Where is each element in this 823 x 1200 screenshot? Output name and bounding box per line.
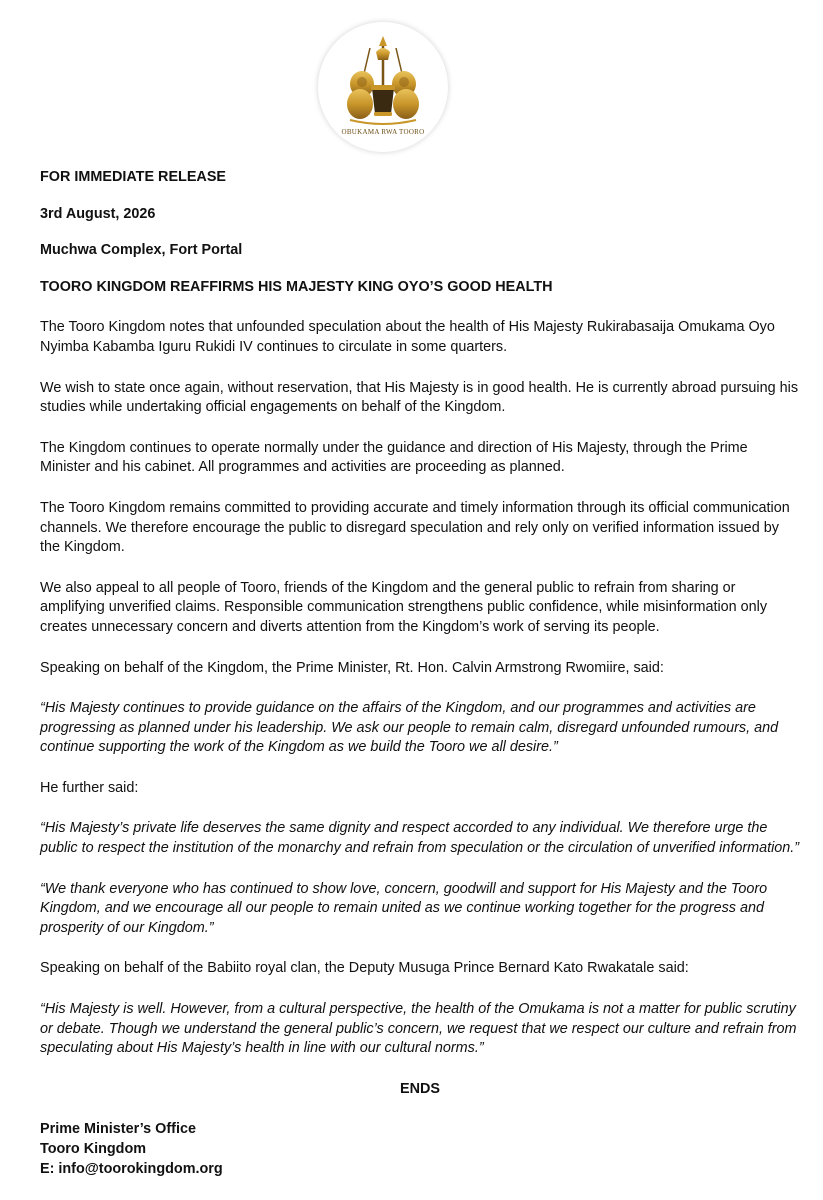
- quote-prime-minister-1: “His Majesty continues to provide guidance on the affairs of the Kingdom, and our programmes and activities are progressing as planned under his leadership. We ask our people to remain calm, disregard unfounded rumours, and continue supporting the work of the Kingdom as we build the Tooro we all desire.”: [40, 700, 779, 756]
- paragraph-operations: The Kingdom continues to operate normally under the guidance and direction of His Majesty, through the Prime Minister and his cabinet. All programmes and activities are proceeding as planned.: [40, 439, 748, 476]
- crest-caption: OBUKAMA RWA TOORO: [341, 128, 425, 136]
- royal-crest-icon: [318, 22, 448, 152]
- royal-crest-logo: [318, 22, 448, 152]
- signature-office: Prime Minister’s Office: [40, 1121, 196, 1138]
- release-location: Muchwa Complex, Fort Portal: [40, 242, 243, 259]
- paragraph-speculation: The Tooro Kingdom notes that unfounded speculation about the health of His Majesty Rukirabasaija Omukama Oyo Nyimba Kabamba Iguru Rukidi IV continues to circulate in some quarters.: [40, 319, 775, 355]
- paragraph-musuga-intro: Speaking on behalf of the Babiito royal clan, the Deputy Musuga Prince Bernard Kato Rwakatale said:: [40, 960, 689, 977]
- quote-musuga: “His Majesty is well. However, from a cultural perspective, the health of the Omukama is not a matter for public scrutiny or debate. Though we understand the general public’s concern, we request that we respect our culture and refrain from speculating about His Majesty’s health in line with our cultural norms.”: [40, 1001, 797, 1057]
- paragraph-good-health: We wish to state once again, without reservation, that His Majesty is in good health. He is currently abroad pursuing his studies while undertaking official engagements on behalf of the Kingdom.: [40, 379, 799, 416]
- quote-prime-minister-2: “His Majesty’s private life deserves the same dignity and respect accorded to any individual. We therefore urge the public to respect the institution of the monarchy and refrain from speculation or the circulation of unverified information.”: [40, 820, 800, 857]
- signature-kingdom: Tooro Kingdom: [40, 1141, 147, 1157]
- quote-prime-minister-3: “We thank everyone who has continued to show love, concern, goodwill and support for His Majesty and the Tooro Kingdom, and we encourage all our people to remain united as we continue working together for the progress and prosperity of our Kingdom.”: [40, 880, 768, 936]
- paragraph-prime-minister-intro: Speaking on behalf of the Kingdom, the Prime Minister, Rt. Hon. Calvin Armstrong Rwomiire, said:: [40, 659, 664, 676]
- paragraph-further-said: He further said:: [40, 779, 139, 796]
- release-label: FOR IMMEDIATE RELEASE: [40, 169, 227, 185]
- release-content: [40, 168, 800, 1179]
- ends-marker: ENDS: [400, 1080, 440, 1097]
- release-headline: TOORO KINGDOM REAFFIRMS HIS MAJESTY KING OYO’S GOOD HEALTH: [40, 278, 553, 295]
- paragraph-communication: The Tooro Kingdom remains committed to providing accurate and timely information through its official communication channels. We therefore encourage the public to disregard speculation and rely only on verified information issued by the Kingdom.: [40, 499, 790, 556]
- release-date: 3rd August, 2026: [40, 205, 156, 222]
- signature-email: E: info@toorokingdom.org: [40, 1160, 223, 1177]
- paragraph-appeal: We also appeal to all people of Tooro, friends of the Kingdom and the general public to refrain from sharing or amplifying unverified claims. Responsible communication strengthens public confidence, while misinformation only creates unnecessary concern and diverts attention from the Kingdom’s work of serving its people.: [40, 579, 768, 635]
